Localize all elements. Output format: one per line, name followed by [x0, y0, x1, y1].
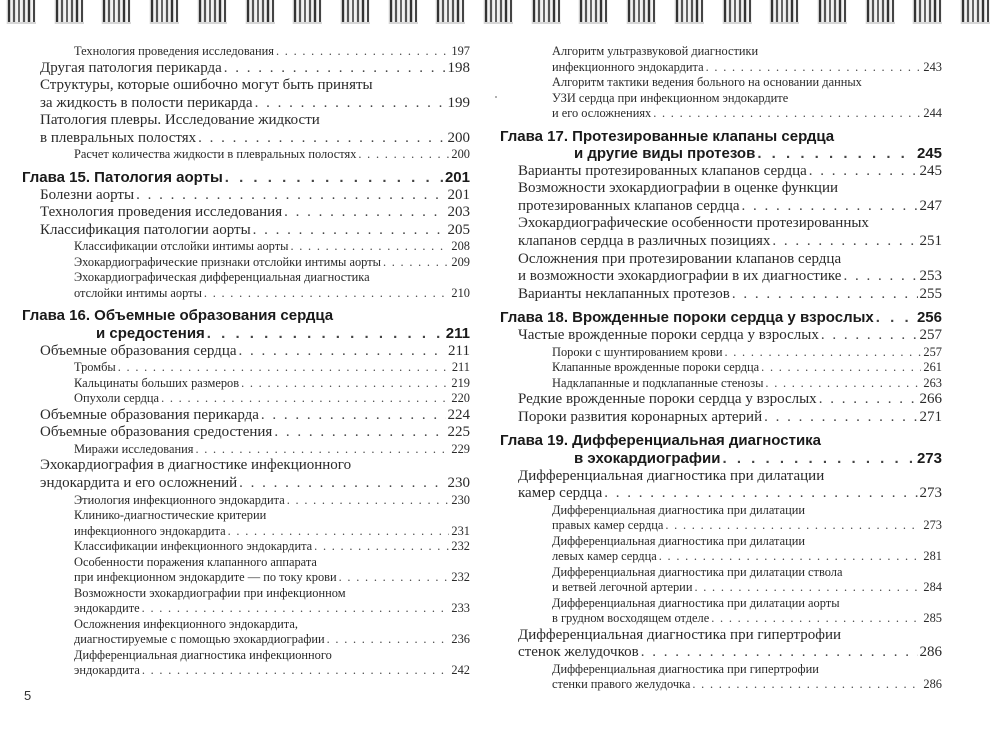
toc-entry — [500, 376, 942, 392]
toc-entry-text: УЗИ сердца при инфекционном эндокардите — [552, 90, 789, 105]
toc-entry-text: и возможности эхокардиографии в их диагностике — [518, 268, 842, 285]
toc-entry-text: отслойки интимы аорты — [74, 285, 202, 300]
toc-entry-text: Возможности эхокардиографии при инфекционном — [74, 585, 346, 600]
dot-leader — [287, 493, 450, 509]
toc-entry — [22, 187, 470, 205]
toc-entry-text: Дифференциальная диагностика при дилатации — [552, 533, 805, 548]
toc-page-number: 211 — [448, 342, 470, 359]
toc-entry-text: стенки правого желудочка — [552, 677, 691, 692]
binding-ring — [720, 0, 756, 26]
dot-leader — [274, 424, 445, 442]
toc-entry-text: Дифференциальная диагностика при дилатации аорты — [552, 595, 840, 610]
toc-entry-text: и ветвей легочной артерии — [552, 580, 693, 595]
dot-leader — [659, 549, 922, 565]
toc-page-number: 231 — [451, 523, 470, 538]
toc-entry — [22, 376, 470, 392]
toc-entry-text: Другая патология перикарда — [40, 59, 222, 76]
dot-leader — [136, 187, 445, 205]
binding-ring — [290, 0, 326, 26]
toc-entry — [500, 565, 942, 596]
toc-page-number: 266 — [919, 391, 942, 408]
toc-entry-text: за жидкость в полости перикарда — [40, 94, 253, 111]
dot-leader — [290, 239, 449, 255]
toc-page-number: 219 — [451, 375, 470, 390]
toc-page-number: 211 — [451, 360, 470, 375]
toc-page-number: 200 — [447, 129, 470, 146]
toc-entry-text: Особенности поражения клапанного аппарата — [74, 554, 317, 569]
binding-ring — [815, 0, 851, 26]
toc-page-number: 273 — [916, 449, 942, 467]
toc-page-number: 257 — [923, 344, 942, 359]
toc-entry — [22, 147, 470, 163]
dot-leader — [198, 130, 445, 148]
toc-entry-text: Пороки развития коронарных артерий — [518, 408, 763, 425]
dot-leader — [253, 222, 446, 240]
dot-leader — [724, 345, 921, 361]
dot-leader — [225, 169, 443, 187]
toc-page-number: 253 — [919, 268, 942, 285]
dot-leader — [255, 95, 446, 113]
dot-leader — [876, 309, 915, 327]
toc-entry-text: эндокардита и его осложнений — [40, 474, 238, 491]
binding-ring — [910, 0, 946, 26]
toc-page-number: 208 — [451, 239, 470, 254]
toc-entry — [22, 44, 470, 60]
dot-leader — [314, 539, 449, 555]
spiral-binding — [0, 0, 1000, 30]
toc-right-column — [500, 44, 942, 693]
toc-entry — [500, 391, 942, 409]
toc-page-number: 251 — [919, 233, 942, 250]
toc-page-number: 261 — [923, 360, 942, 375]
toc-page-number: 230 — [451, 492, 470, 507]
dot-leader — [641, 644, 918, 662]
toc-entry-text: Эхокардиографическая дифференциальная диагностика — [74, 270, 370, 285]
toc-entry-text: Дифференциальная диагностика при гипертрофии — [518, 626, 842, 643]
toc-entry-text: левых камер сердца — [552, 549, 657, 564]
toc-entry-text: и другие виды протезов — [574, 145, 756, 163]
toc-entry-text: Частые врожденные пороки сердца у взрослых — [518, 327, 819, 344]
toc-entry — [22, 508, 470, 539]
toc-chapter — [500, 432, 942, 467]
toc-entry-text: протезированных клапанов сердца — [518, 197, 740, 214]
toc-entry — [500, 534, 942, 565]
binding-ring — [52, 0, 88, 26]
toc-entry — [22, 457, 470, 492]
toc-page-number: 255 — [919, 285, 942, 302]
binding-ring — [624, 0, 660, 26]
toc-entry-text: Дифференциальная диагностика при дилатации — [518, 467, 825, 484]
toc-entry-text: стенок желудочков — [518, 644, 639, 661]
toc-page-number: 273 — [923, 518, 942, 533]
toc-page-number: 199 — [447, 94, 470, 111]
toc-entry — [22, 442, 470, 458]
toc-entry — [500, 251, 942, 286]
toc-entry — [22, 270, 470, 301]
toc-entry-text: Осложнения инфекционного эндокардита, — [74, 616, 298, 631]
toc-entry-text: при инфекционном эндокардите — по току крови — [74, 570, 337, 584]
toc-page-number: 271 — [919, 408, 942, 425]
toc-entry-text: Миражи исследования — [74, 441, 194, 456]
toc-page-number: 225 — [447, 424, 470, 441]
toc-entry-text: Надклапанные и подклапанные стенозы — [552, 375, 764, 390]
toc-entry-text: клапанов сердца в различных позициях — [518, 233, 771, 250]
toc-entry-text: Классификации инфекционного эндокардита — [74, 539, 313, 553]
toc-entry-text: Осложнения при протезировании клапанов сердца — [518, 250, 842, 267]
toc-entry-text: Дифференциальная диагностика при дилатации — [552, 502, 805, 517]
toc-entry-text: Объемные образования сердца — [40, 342, 237, 359]
toc-entry-text: Объемные образования перикарда — [40, 406, 259, 423]
toc-entry — [22, 112, 470, 147]
toc-entry-text: Патология плевры. Исследование жидкости — [40, 112, 320, 129]
dot-leader — [732, 286, 918, 304]
toc-entry-text: правых камер сердца — [552, 518, 664, 533]
toc-entry-text: Варианты неклапанных протезов — [518, 285, 730, 302]
toc-entry-text: Кальцинаты больших размеров — [74, 375, 240, 390]
toc-entry — [22, 539, 470, 555]
toc-entry-text: Эхокардиографические признаки отслойки интимы аорты — [74, 254, 381, 269]
dot-leader — [239, 475, 445, 493]
dot-leader — [204, 286, 450, 302]
toc-page-number: 230 — [447, 474, 470, 491]
toc-entry-text: Болезни аорты — [40, 186, 135, 203]
toc-entry-text: и средостения — [96, 324, 205, 342]
dot-leader — [276, 44, 449, 60]
dot-leader — [694, 580, 921, 596]
toc-entry — [22, 648, 470, 679]
dot-leader — [339, 570, 450, 586]
toc-entry — [22, 493, 470, 509]
dot-leader — [742, 198, 918, 216]
dot-leader — [809, 163, 918, 181]
toc-entry-text: Глава 17. Протезированные клапаны сердца — [500, 127, 835, 145]
toc-page-number: 201 — [447, 186, 470, 203]
toc-entry-text: Эхокардиография в диагностике инфекционного — [40, 457, 352, 474]
page-number: 5 — [24, 688, 32, 703]
toc-entry — [22, 77, 470, 112]
toc-page-number: 263 — [923, 375, 942, 390]
toc-page-number: 243 — [923, 59, 942, 74]
dot-leader — [142, 601, 450, 617]
toc-entry-text: инфекционного эндокардита — [74, 523, 226, 538]
toc-page-number: 281 — [923, 549, 942, 564]
toc-entry-text: Эхокардиографические особенности протезированных — [518, 215, 869, 232]
toc-entry-text: эндокардите — [74, 601, 140, 615]
toc-page-number: 245 — [916, 145, 942, 163]
toc-page-number: 197 — [451, 44, 470, 58]
toc-entry-text: камер сердца — [518, 485, 603, 502]
toc-page-number: 198 — [447, 59, 470, 76]
toc-entry-text: Алгоритм ультразвуковой диагностики — [552, 44, 759, 58]
toc-entry-text: и его осложнениях — [552, 106, 652, 120]
toc-page-number: 201 — [444, 168, 470, 186]
dot-leader — [711, 611, 921, 627]
binding-ring — [672, 0, 708, 26]
toc-entry-text: Классификация патологии аорты — [40, 221, 251, 238]
toc-chapter — [500, 309, 942, 327]
toc-entry-text: Этиология инфекционного эндокардита — [74, 492, 285, 507]
toc-entry — [500, 180, 942, 215]
toc-entry-text: Пороки с шунтированием крови — [552, 344, 723, 359]
toc-entry — [500, 596, 942, 627]
binding-ring — [863, 0, 899, 26]
toc-entry-text: Возможности эхокардиографии в оценке функции — [518, 180, 838, 197]
toc-page-number: 210 — [451, 285, 470, 300]
toc-chapter — [22, 307, 470, 342]
dot-leader — [142, 663, 450, 679]
toc-entry — [22, 617, 470, 648]
toc-entry — [22, 424, 470, 442]
toc-entry-text: Варианты протезированных клапанов сердца — [518, 162, 807, 179]
toc-page-number: 203 — [447, 204, 470, 221]
toc-entry-text: Дифференциальная диагностика при гипертрофии — [552, 661, 819, 676]
toc-page-number: 200 — [451, 147, 470, 162]
toc-entry — [500, 627, 942, 662]
toc-entry-text: Классификации отслойки интимы аорты — [74, 239, 289, 254]
binding-ring — [576, 0, 612, 26]
toc-entry — [500, 360, 942, 376]
toc-entry — [500, 286, 942, 304]
toc-entry-text: Дифференциальная диагностика при дилатации ствола — [552, 564, 843, 579]
toc-entry-text: Расчет количества жидкости в плевральных полостях — [74, 147, 357, 162]
toc-entry — [500, 662, 942, 693]
toc-page-number: 256 — [916, 309, 942, 327]
dot-leader — [228, 524, 450, 540]
toc-entry — [22, 222, 470, 240]
dot-leader — [706, 60, 922, 76]
toc-entry-text: инфекционного эндокардита — [552, 59, 704, 74]
toc-entry-text: Технология проведения исследования — [40, 204, 283, 221]
binding-ring — [767, 0, 803, 26]
toc-left-column — [22, 44, 470, 679]
dot-leader — [261, 407, 446, 425]
toc-page-number: 229 — [451, 441, 470, 456]
dot-leader — [239, 343, 447, 361]
dot-leader — [284, 204, 445, 222]
toc-page-number: 286 — [919, 644, 942, 661]
toc-entry — [500, 468, 942, 503]
binding-ring — [195, 0, 231, 26]
toc-entry-text: Опухоли сердца — [74, 391, 160, 406]
toc-entry — [500, 327, 942, 345]
toc-page-number: 233 — [451, 601, 470, 615]
dot-leader — [241, 376, 449, 392]
toc-page-number: 257 — [919, 327, 942, 344]
toc-entry-text: Клапанные врожденные пороки сердца — [552, 360, 760, 375]
dot-leader — [195, 442, 449, 458]
toc-entry-text: Редкие врожденные пороки сердца у взрослых — [518, 391, 817, 408]
toc-entry-text: Клинико-диагностические критерии — [74, 508, 267, 522]
toc-entry-text: Алгоритм тактики ведения больного на основании данных — [552, 75, 862, 89]
toc-entry-text: Глава 16. Объемные образования сердца — [22, 307, 334, 325]
toc-entry — [500, 44, 942, 75]
dot-leader — [604, 485, 917, 503]
dot-leader — [653, 106, 921, 122]
binding-ring — [338, 0, 374, 26]
toc-chapter — [22, 169, 470, 187]
toc-page-number: 245 — [919, 162, 942, 179]
toc-page-number: 284 — [923, 580, 942, 595]
binding-ring — [243, 0, 279, 26]
toc-entry — [22, 407, 470, 425]
toc-entry — [500, 163, 942, 181]
binding-ring — [958, 0, 994, 26]
toc-entry-text: Тромбы — [74, 360, 116, 375]
binding-ring — [433, 0, 469, 26]
dot-leader — [765, 376, 921, 392]
toc-entry-text: Технология проведения исследования — [74, 44, 274, 58]
dot-leader — [207, 325, 444, 343]
toc-entry — [500, 75, 942, 122]
toc-entry-text: Глава 15. Патология аорты — [22, 168, 223, 186]
toc-chapter — [500, 128, 942, 163]
dot-leader — [843, 268, 917, 286]
toc-page-number: 232 — [451, 570, 470, 584]
toc-entry — [500, 503, 942, 534]
dot-leader — [118, 360, 450, 376]
toc-entry-text: Глава 19. Дифференциальная диагностика — [500, 432, 822, 450]
toc-entry-text: диагностируемые с помощью эхокардиографии — [74, 632, 325, 646]
toc-page-number: 273 — [919, 485, 942, 502]
toc-entry — [22, 555, 470, 586]
toc-entry-text: Объемные образования средостения — [40, 424, 273, 441]
toc-entry-text: в грудном восходящем отделе — [552, 611, 710, 626]
dot-leader — [161, 391, 449, 407]
toc-page-number: 220 — [451, 391, 470, 406]
toc-page-number: 211 — [445, 324, 470, 342]
toc-entry — [22, 343, 470, 361]
dot-leader — [761, 360, 921, 376]
dot-leader — [358, 147, 449, 163]
binding-ring — [99, 0, 135, 26]
binding-ring — [147, 0, 183, 26]
binding-ring — [386, 0, 422, 26]
toc-page-number: 242 — [451, 663, 470, 677]
toc-page-number: 244 — [923, 106, 942, 120]
toc-entry — [22, 239, 470, 255]
dot-leader — [757, 145, 915, 163]
dot-leader — [819, 391, 918, 409]
toc-page-number: 236 — [451, 632, 470, 646]
toc-page-number: 247 — [919, 197, 942, 214]
dot-leader — [821, 327, 918, 345]
toc-entry — [22, 255, 470, 271]
toc-page-number: 285 — [923, 611, 942, 626]
dot-leader — [722, 450, 914, 468]
toc-page-number: 224 — [447, 406, 470, 423]
toc-entry — [22, 60, 470, 78]
binding-ring — [481, 0, 517, 26]
binding-ring — [4, 0, 40, 26]
dot-leader — [327, 632, 450, 648]
toc-page-number: 209 — [451, 254, 470, 269]
toc-page-number: 232 — [451, 539, 470, 553]
toc-page-number: 286 — [923, 677, 942, 692]
toc-entry — [500, 215, 942, 250]
dot-leader — [665, 518, 921, 534]
toc-entry — [500, 409, 942, 427]
toc-entry — [22, 391, 470, 407]
binding-ring — [529, 0, 565, 26]
dot-leader — [224, 60, 446, 78]
toc-entry — [22, 360, 470, 376]
toc-entry-text: Структуры, которые ошибочно могут быть приняты — [40, 77, 373, 94]
toc-page-number: 205 — [447, 221, 470, 238]
toc-entry — [22, 586, 470, 617]
toc-entry-text: Глава 18. Врожденные пороки сердца у взрослых — [500, 309, 874, 327]
toc-entry-text: в плевральных полостях — [40, 129, 197, 146]
dot-leader — [383, 255, 449, 271]
dot-leader — [772, 233, 917, 251]
print-speck — [495, 96, 497, 98]
toc-entry-text: в эхокардиографии — [574, 449, 721, 467]
toc-entry — [22, 204, 470, 222]
dot-leader — [692, 677, 921, 693]
toc-entry-text: Дифференциальная диагностика инфекционного — [74, 647, 332, 662]
toc-entry — [500, 345, 942, 361]
toc-entry-text: эндокардита — [74, 663, 140, 677]
dot-leader — [764, 409, 917, 427]
